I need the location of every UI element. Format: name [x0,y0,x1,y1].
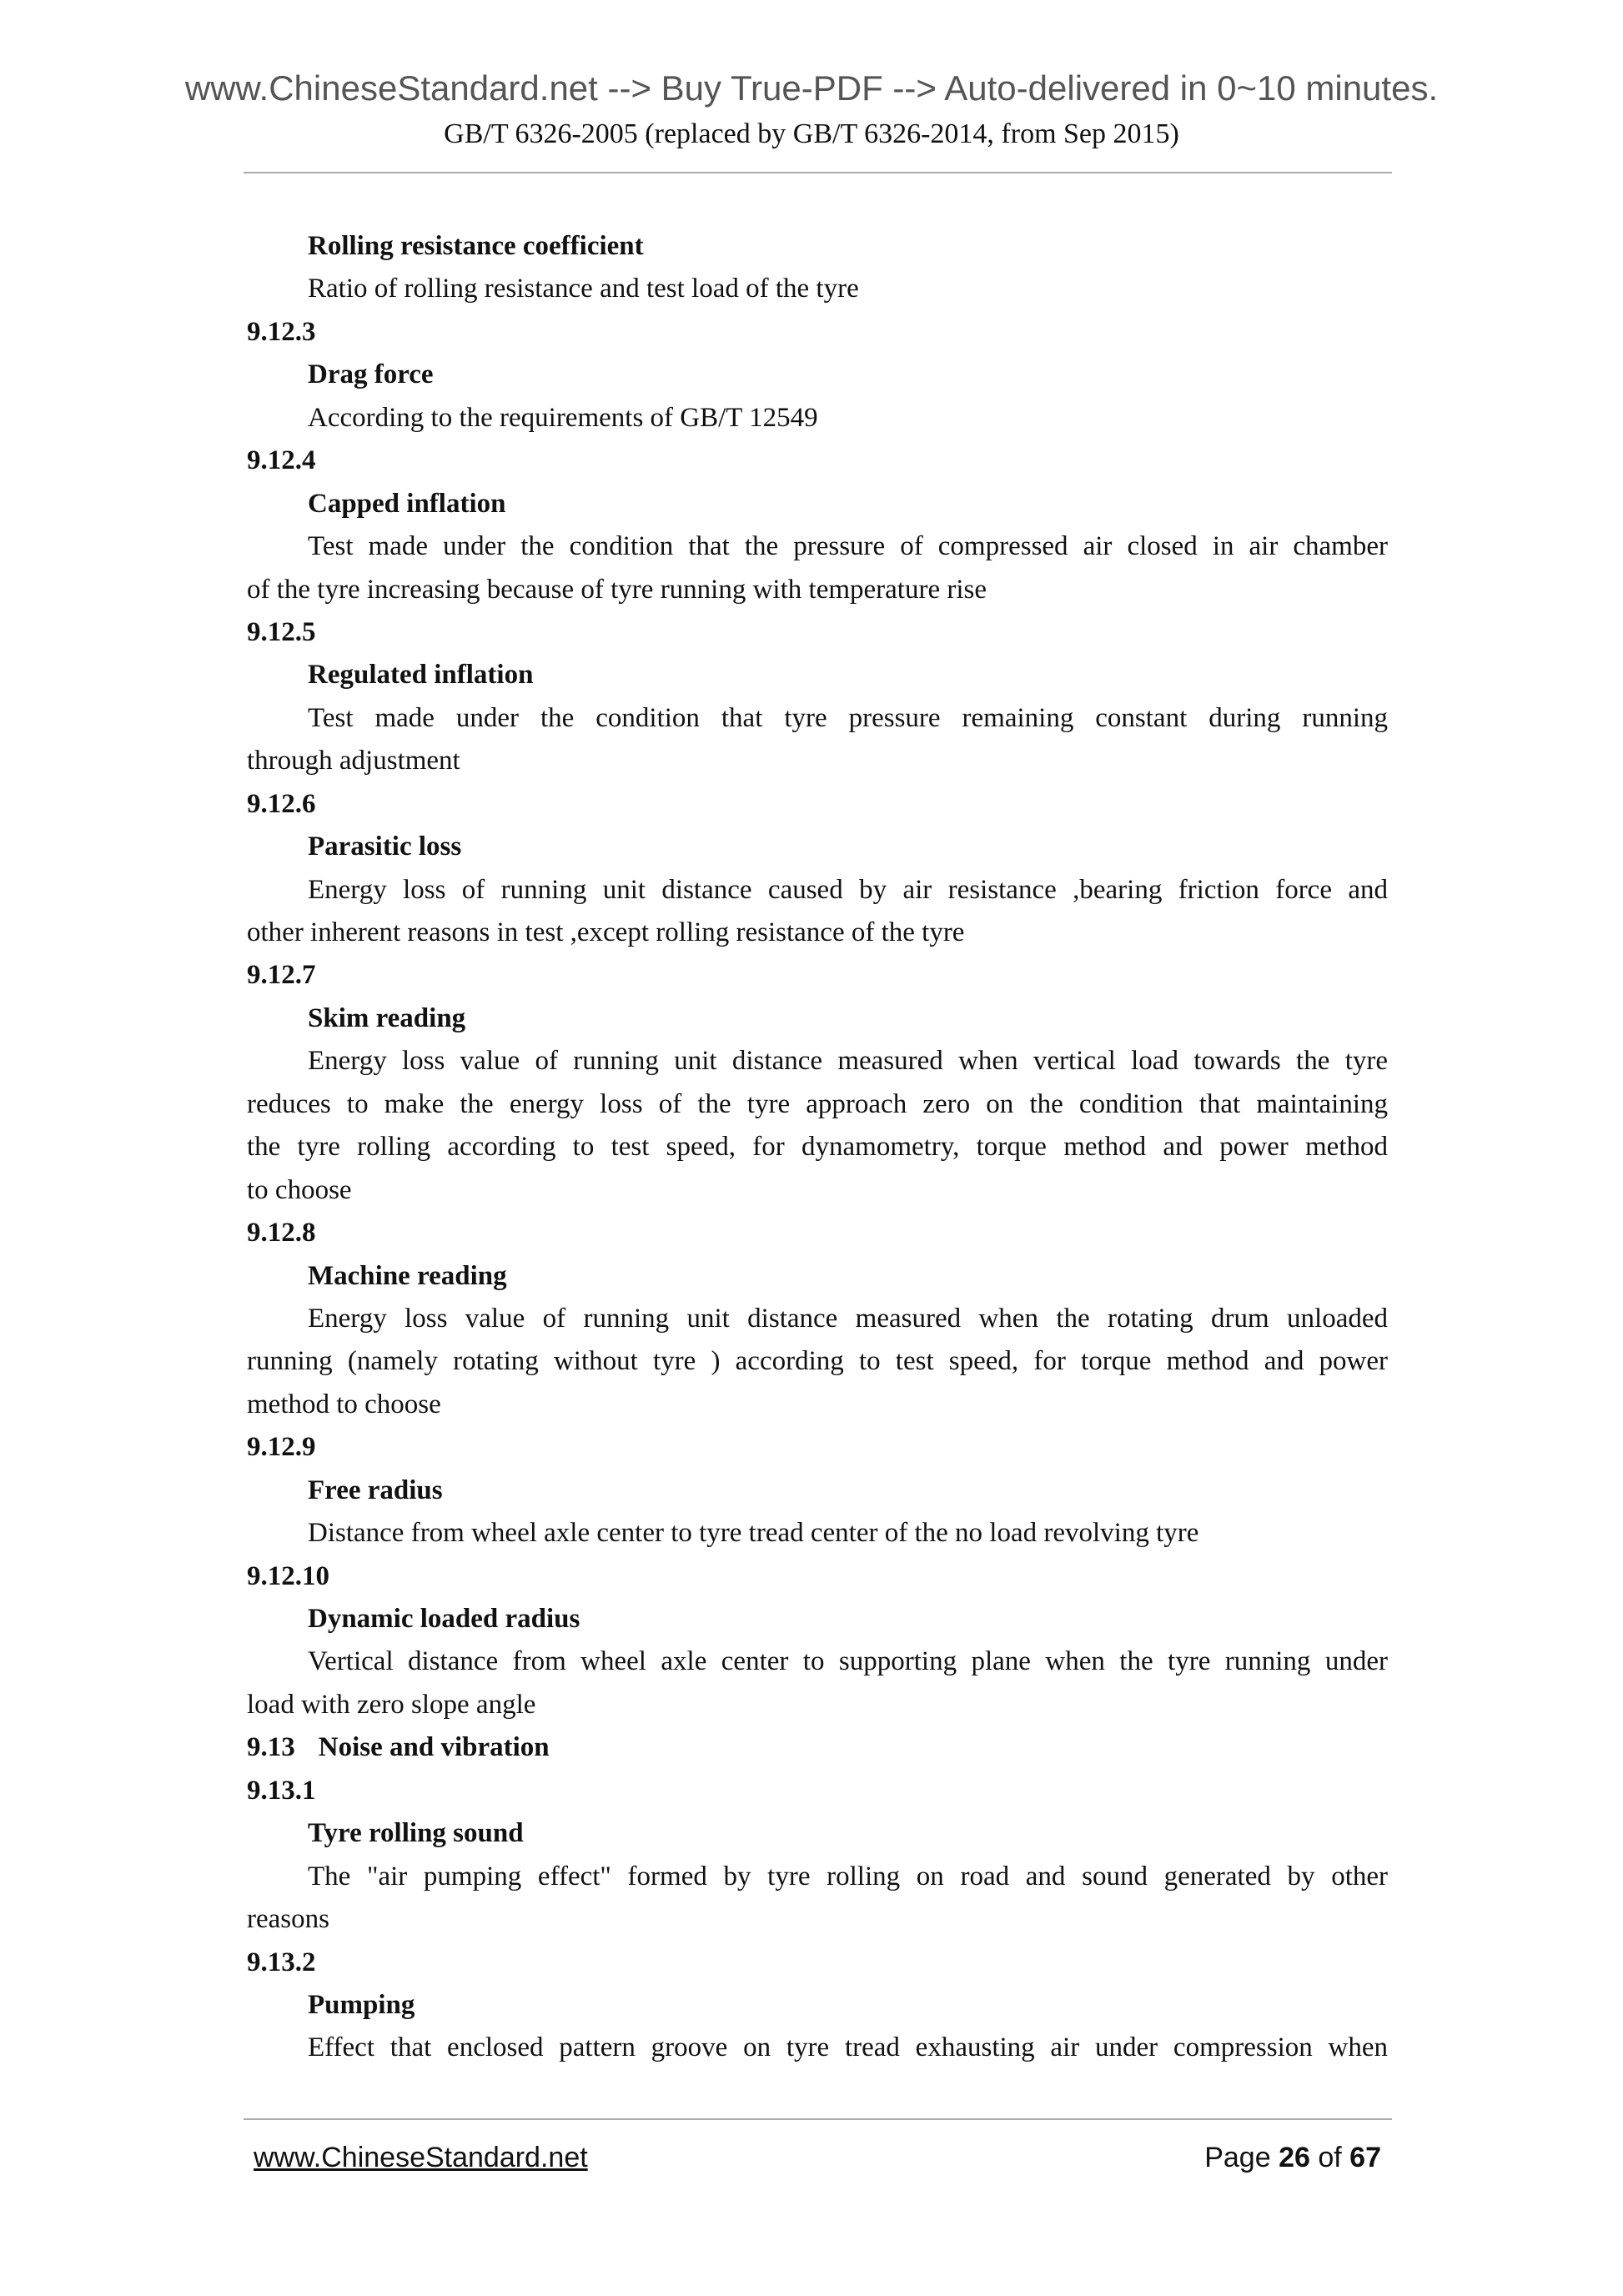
clause-number: 9.12.8 [247,1218,316,1248]
definition-line: to choose [247,1174,352,1205]
term-title: Pumping [308,1989,415,2020]
term-title: Tyre rolling sound [308,1818,524,1849]
header-divider [244,172,1392,173]
definition-line: other inherent reasons in test ,except rolling resistance of the tyre [247,917,965,947]
page-of: of [1318,2142,1342,2173]
term-title: Dynamic loaded radius [308,1604,580,1634]
clause-number: 9.12.4 [247,445,316,476]
promo-banner: www.ChineseStandard.net --> Buy True-PDF --> Auto-delivered in 0~10 minutes. [184,68,1439,108]
total-pages: 67 [1349,2142,1381,2173]
clause-number: 9.12.5 [247,616,316,647]
term-title: Skim reading [308,1002,466,1033]
page-indicator [1204,2142,1381,2174]
definition-line: load with zero slope angle [247,1689,536,1720]
definition-line: Energy loss value of running unit distance measured when the rotating drum unloaded [308,1303,1388,1334]
footer-divider [244,2118,1392,2120]
definition-line: running (namely rotating without tyre ) according to test speed, for torque method and power [247,1346,1388,1377]
definition-line: reasons [247,1904,329,1935]
clause-number: 9.13.1 [247,1775,316,1806]
definition-line: through adjustment [247,746,460,776]
clause-number: 9.12.7 [247,960,316,991]
current-page: 26 [1279,2142,1310,2173]
definition-line: reduces to make the energy loss of the tyre approach zero on the condition that maintaining [247,1088,1388,1119]
section-number: 9.13 [247,1732,295,1763]
clause-number: 9.13.2 [247,1947,316,1977]
footer-site-link[interactable]: www.ChineseStandard.net [254,2142,588,2173]
footer-left [254,2142,588,2174]
page-label: Page [1204,2142,1271,2173]
definition-line: Test made under the condition that the pressure of compressed air closed in air chamber [308,531,1388,562]
definition-line: method to choose [247,1389,441,1419]
term-title: Free radius [308,1475,443,1505]
clause-number: 9.12.9 [247,1432,316,1463]
term-title: Regulated inflation [308,660,534,691]
definition-line: Effect that enclosed pattern groove on tyre tread exhausting air under compression when [308,2032,1388,2063]
standard-title: GB/T 6326-2005 (replaced by GB/T 6326-2014, from Sep 2015) [444,118,1179,149]
clause-number: 9.12.6 [247,788,316,819]
definition-line: Test made under the condition that tyre pressure remaining constant during running [308,702,1388,733]
definition-line: Distance from wheel axle center to tyre tread center of the no load revolving tyre [308,1518,1199,1549]
clause-number: 9.12.3 [247,316,316,347]
document-body [247,225,1388,2070]
definition-line: According to the requirements of GB/T 12549 [308,402,818,433]
term-title: Machine reading [308,1260,507,1291]
clause-number: 9.12.10 [247,1560,329,1591]
definition-line: Ratio of rolling resistance and test load of the tyre [308,274,859,304]
definition-line: The "air pumping effect" formed by tyre rolling on road and sound generated by other [308,1861,1388,1892]
term-title: Parasitic loss [308,831,462,862]
term-title: Rolling resistance coefficient [308,231,644,261]
definition-line: Energy loss of running unit distance caused by air resistance ,bearing friction force and [308,874,1388,905]
definition-line: Energy loss value of running unit distance measured when vertical load towards the tyre [308,1046,1388,1077]
section-heading [247,1726,1388,1769]
definition-line: of the tyre increasing because of tyre running with temperature rise [247,574,987,605]
term-title: Capped inflation [308,488,506,519]
definition-line: the tyre rolling according to test speed, for dynamometry, torque method and power method [247,1132,1388,1163]
definition-line: Vertical distance from wheel axle center to supporting plane when the tyre running under [308,1646,1388,1677]
term-title: Drag force [308,359,434,390]
section-title: Noise and vibration [318,1732,550,1763]
